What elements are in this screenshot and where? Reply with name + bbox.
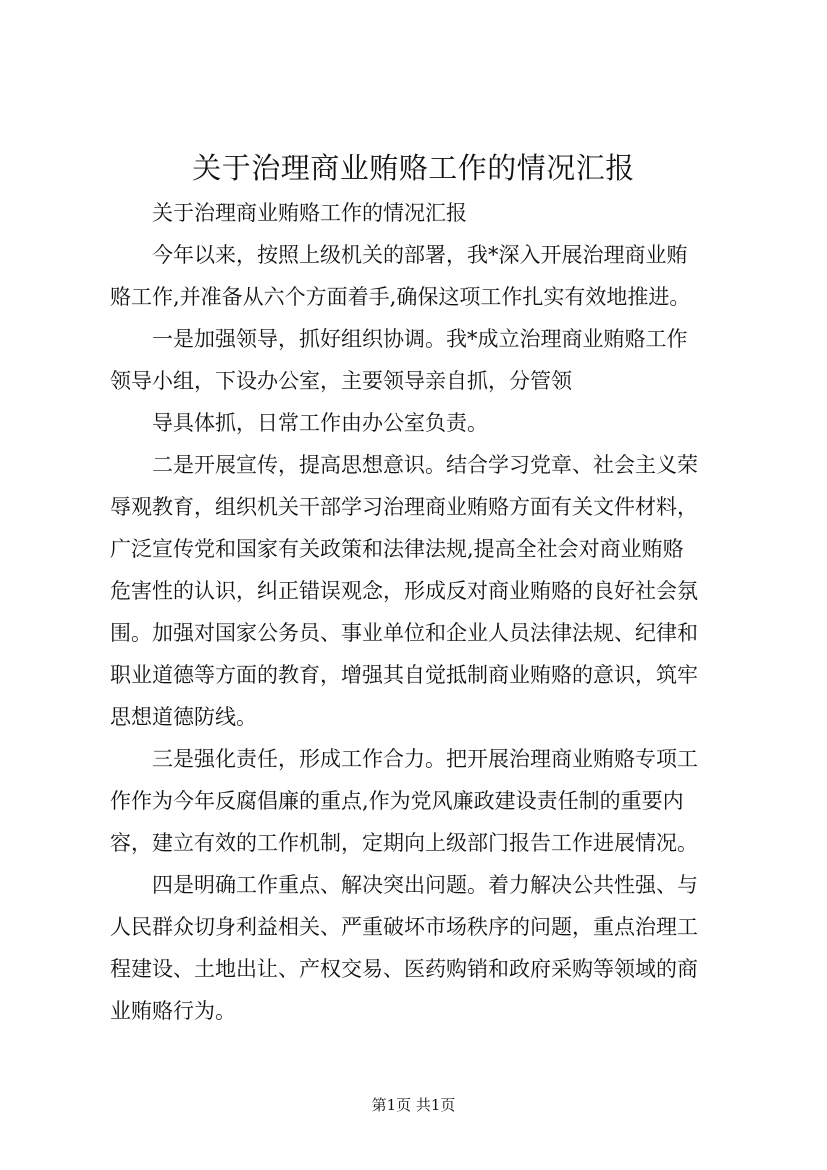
- paragraph-line: 业贿赂行为。: [110, 999, 236, 1023]
- paragraph-line: 四是明确工作重点、解决突出问题。着力解决公共性强、与: [152, 873, 698, 897]
- paragraph-line: 容，建立有效的工作机制，定期向上级部门报告工作进展情况。: [110, 831, 698, 855]
- paragraph-line: 程建设、土地出让、产权交易、医药购销和政府采购等领域的商: [110, 957, 698, 981]
- paragraph-line: 一是加强领导，抓好组织协调。我*成立治理商业贿赂工作: [152, 327, 688, 351]
- paragraph-line: 思想道德防线。: [110, 705, 257, 729]
- paragraph-line: 赂工作,并准备从六个方面着手,确保这项工作扎实有效地推进。: [110, 285, 691, 309]
- paragraph-line: 危害性的认识，纠正错误观念，形成反对商业贿赂的良好社会氛: [110, 579, 698, 603]
- paragraph-line: 三是强化责任，形成工作合力。把开展治理商业贿赂专项工: [152, 747, 698, 771]
- paragraph-line: 人民群众切身利益相关、严重破坏市场秩序的问题，重点治理工: [110, 915, 698, 939]
- paragraph-line: 职业道德等方面的教育，增强其自觉抵制商业贿赂的意识，筑牢: [110, 663, 698, 687]
- document-title: 关于治理商业贿赂工作的情况汇报: [192, 151, 635, 185]
- paragraph-line: 作作为今年反腐倡廉的重点,作为党风廉政建设责任制的重要内: [110, 789, 684, 813]
- paragraph-line: 二是开展宣传，提高思想意识。结合学习党章、社会主义荣: [152, 453, 698, 477]
- paragraph-line: 广泛宣传党和国家有关政策和法律法规,提高全社会对商业贿赂: [110, 537, 684, 561]
- paragraph-line: 领导小组，下设办公室，主要领导亲自抓，分管领: [110, 369, 572, 393]
- paragraph-line: 导具体抓，日常工作由办公室负责。: [152, 411, 488, 435]
- subtitle-line: 关于治理商业贿赂工作的情况汇报: [152, 201, 467, 225]
- paragraph-line: 辱观教育，组织机关干部学习治理商业贿赂方面有关文件材料，: [110, 495, 698, 519]
- paragraph-line: 今年以来，按照上级机关的部署，我*深入开展治理商业贿: [152, 243, 688, 267]
- paragraph-line: 围。加强对国家公务员、事业单位和企业人员法律法规、纪律和: [110, 621, 698, 645]
- page-number-footer: 第1页 共1页: [371, 1096, 456, 1114]
